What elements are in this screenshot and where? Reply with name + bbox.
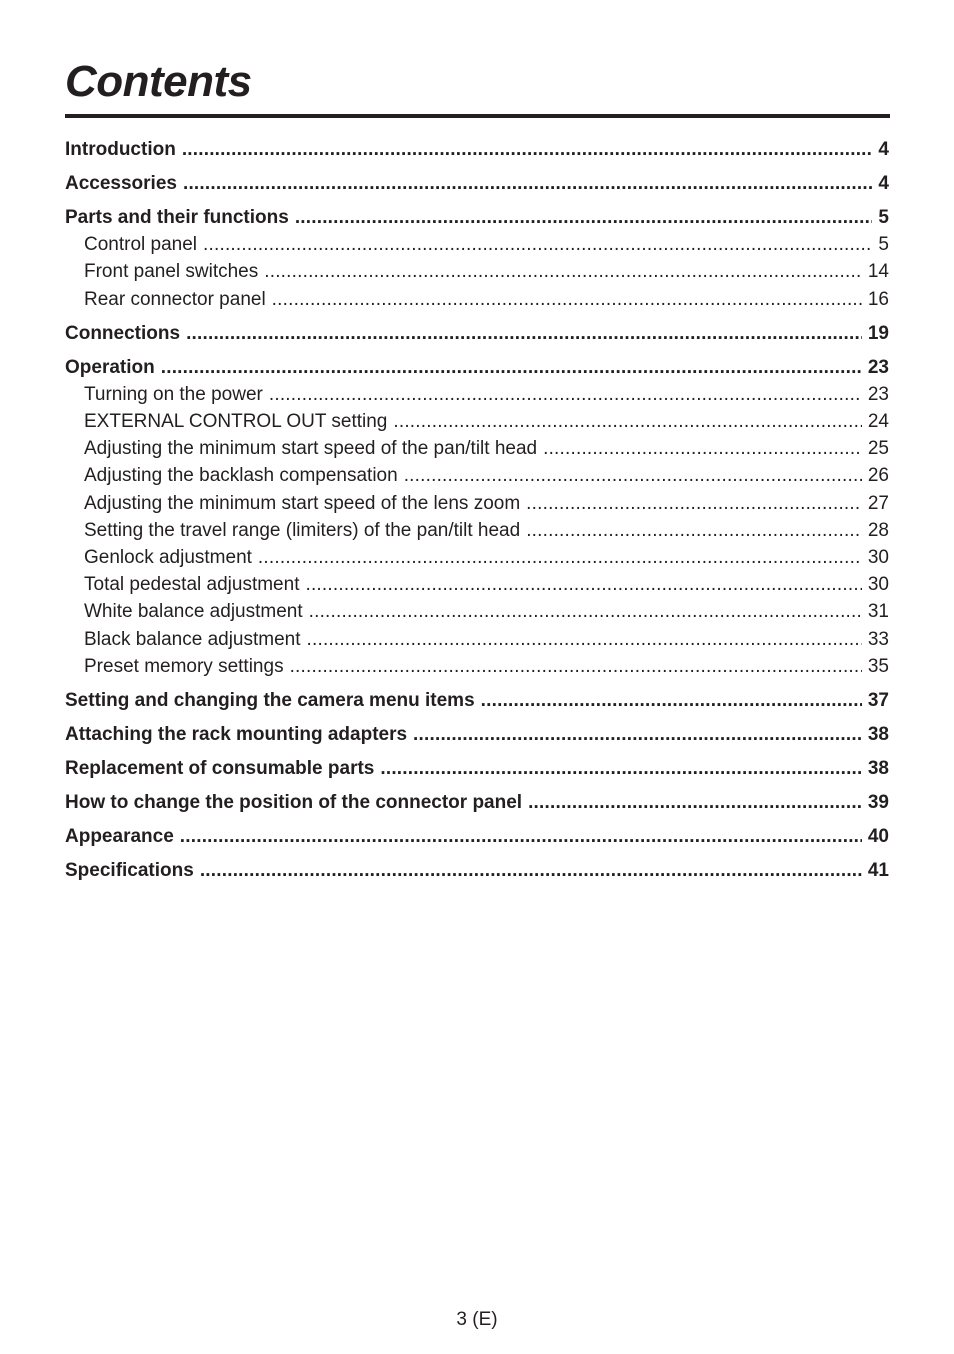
dot-leader bbox=[309, 598, 862, 625]
toc-subsection[interactable] bbox=[65, 490, 889, 517]
toc-entry-label: How to change the position of the connector panel bbox=[65, 791, 523, 813]
toc-entry-label: Operation bbox=[65, 356, 155, 378]
toc-entry-label: Setting the travel range (limiters) of the pan/tilt head bbox=[84, 519, 521, 541]
toc-entry-label: White balance adjustment bbox=[84, 601, 303, 623]
toc-entry-page: 38 bbox=[867, 757, 889, 779]
toc-entry-page: 14 bbox=[867, 261, 889, 283]
dot-leader bbox=[264, 258, 862, 285]
toc-entry-page: 41 bbox=[867, 859, 889, 881]
toc-entry-page: 38 bbox=[867, 723, 889, 745]
toc-entry-label: Control panel bbox=[84, 234, 198, 256]
dot-leader bbox=[307, 626, 862, 653]
page-number: 3 (E) bbox=[456, 1309, 498, 1330]
toc-subsection[interactable] bbox=[65, 653, 889, 680]
title-rule bbox=[65, 114, 890, 118]
toc-subsection[interactable] bbox=[65, 408, 889, 435]
dot-leader bbox=[183, 170, 872, 197]
toc-section[interactable] bbox=[65, 170, 889, 197]
toc-entry-page: 30 bbox=[867, 574, 889, 596]
toc-subsection[interactable] bbox=[65, 435, 889, 462]
dot-leader bbox=[290, 653, 862, 680]
toc-entry-label: Parts and their functions bbox=[65, 207, 289, 228]
toc-section[interactable] bbox=[65, 136, 889, 163]
dot-leader bbox=[200, 857, 862, 884]
toc-entry-page: 19 bbox=[867, 322, 889, 344]
toc-entry-page: 5 bbox=[878, 234, 889, 256]
toc-entry-page: 28 bbox=[867, 519, 889, 541]
toc-subsection[interactable] bbox=[65, 286, 889, 313]
toc-entry-page: 26 bbox=[867, 465, 889, 487]
toc-entry-label: Accessories bbox=[65, 173, 177, 194]
toc-entry-page: 4 bbox=[878, 173, 889, 194]
toc-entry-label: Adjusting the backlash compensation bbox=[84, 465, 398, 487]
toc-subsection[interactable] bbox=[65, 231, 889, 258]
toc-section[interactable] bbox=[65, 721, 889, 748]
toc-subsection[interactable] bbox=[65, 517, 889, 544]
dot-leader bbox=[272, 286, 862, 313]
table-of-contents bbox=[65, 136, 889, 884]
toc-entry-label: Front panel switches bbox=[84, 261, 259, 283]
toc-entry-page: 23 bbox=[867, 356, 889, 378]
toc-subsection[interactable] bbox=[65, 626, 889, 653]
toc-section[interactable] bbox=[65, 354, 889, 381]
toc-entry-label: Appearance bbox=[65, 825, 174, 847]
toc-section[interactable] bbox=[65, 823, 889, 850]
toc-entry-label: Adjusting the minimum start speed of the pan/tilt head bbox=[84, 438, 538, 460]
toc-entry-page: 40 bbox=[867, 825, 889, 847]
toc-entry-label: Genlock adjustment bbox=[84, 547, 252, 569]
toc-entry-page: 37 bbox=[867, 689, 889, 711]
dot-leader bbox=[305, 571, 861, 598]
dot-leader bbox=[413, 721, 862, 748]
toc-subsection[interactable] bbox=[65, 544, 889, 571]
toc-entry-page: 24 bbox=[867, 411, 889, 433]
toc-section[interactable] bbox=[65, 755, 889, 782]
dot-leader bbox=[380, 755, 861, 782]
dot-leader bbox=[269, 381, 862, 408]
toc-entry-label: Total pedestal adjustment bbox=[84, 574, 300, 596]
dot-leader bbox=[404, 462, 862, 489]
dot-leader bbox=[543, 435, 862, 462]
toc-section[interactable] bbox=[65, 204, 889, 231]
dot-leader bbox=[528, 789, 862, 816]
toc-entry-label: Replacement of consumable parts bbox=[65, 757, 375, 779]
toc-section[interactable] bbox=[65, 789, 889, 816]
toc-entry-label: Turning on the power bbox=[84, 383, 263, 405]
dot-leader bbox=[481, 687, 862, 714]
toc-entry-page: 4 bbox=[878, 139, 889, 160]
dot-leader bbox=[295, 204, 873, 231]
toc-entry-label: Adjusting the minimum start speed of the lens zoom bbox=[84, 492, 521, 514]
toc-entry-page: 31 bbox=[867, 601, 889, 623]
toc-entry-label: EXTERNAL CONTROL OUT setting bbox=[84, 411, 388, 433]
toc-entry-label: Setting and changing the camera menu items bbox=[65, 689, 475, 711]
toc-entry-page: 25 bbox=[867, 438, 889, 460]
dot-leader bbox=[526, 517, 862, 544]
toc-entry-label: Specifications bbox=[65, 859, 194, 881]
toc-entry-page: 23 bbox=[867, 383, 889, 405]
toc-entry-label: Attaching the rack mounting adapters bbox=[65, 723, 408, 745]
toc-section[interactable] bbox=[65, 857, 889, 884]
toc-subsection[interactable] bbox=[65, 381, 889, 408]
toc-entry-label: Preset memory settings bbox=[84, 655, 284, 677]
toc-entry-page: 5 bbox=[878, 207, 889, 228]
dot-leader bbox=[182, 136, 873, 163]
toc-entry-page: 30 bbox=[867, 547, 889, 569]
dot-leader bbox=[180, 823, 862, 850]
toc-subsection[interactable] bbox=[65, 462, 889, 489]
toc-entry-page: 27 bbox=[867, 492, 889, 514]
dot-leader bbox=[393, 408, 861, 435]
toc-section[interactable] bbox=[65, 320, 889, 347]
toc-section[interactable] bbox=[65, 687, 889, 714]
dot-leader bbox=[186, 320, 862, 347]
dot-leader bbox=[258, 544, 862, 571]
toc-entry-label: Introduction bbox=[65, 139, 176, 160]
toc-entry-page: 35 bbox=[867, 655, 889, 677]
toc-subsection[interactable] bbox=[65, 598, 889, 625]
toc-subsection[interactable] bbox=[65, 571, 889, 598]
page-title: Contents bbox=[65, 57, 252, 106]
toc-entry-label: Connections bbox=[65, 322, 181, 344]
toc-entry-page: 16 bbox=[867, 288, 889, 310]
dot-leader bbox=[203, 231, 872, 258]
dot-leader bbox=[526, 490, 862, 517]
toc-subsection[interactable] bbox=[65, 258, 889, 285]
toc-entry-label: Rear connector panel bbox=[84, 288, 266, 310]
toc-entry-label: Black balance adjustment bbox=[84, 628, 301, 650]
toc-entry-page: 33 bbox=[867, 628, 889, 650]
toc-entry-page: 39 bbox=[867, 791, 889, 813]
dot-leader bbox=[161, 354, 862, 381]
